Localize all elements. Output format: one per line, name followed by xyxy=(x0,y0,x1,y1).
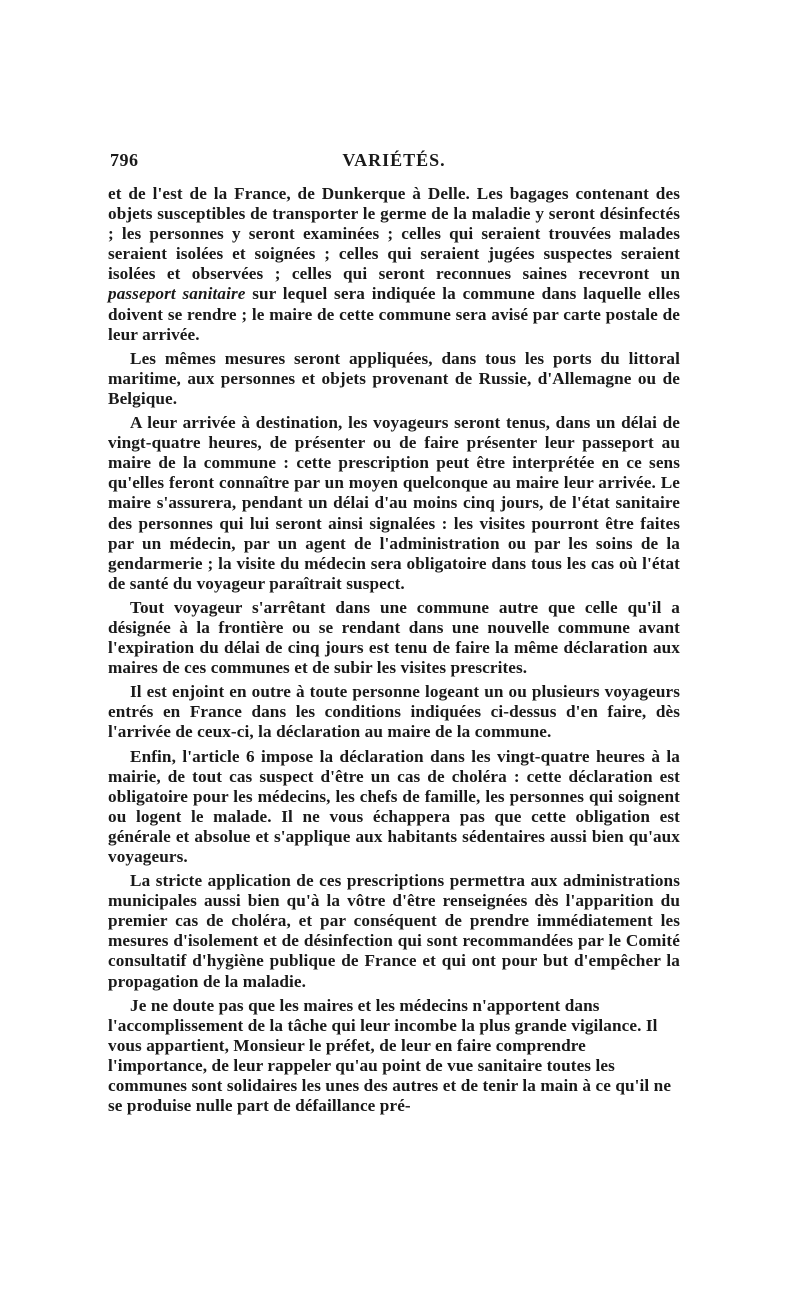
paragraph: A leur arrivée à destination, les voyageurs seront tenus, dans un délai de vingt-quatre heures, de présenter ou de faire présenter leur passeport au maire de la commune : cette prescription peut être interprétée en ce sens qu'elles feront connaître par un moyen quelconque au maire leur arrivée. Le maire s'assurera, pendant un délai d'au moins cinq jours, de l'état sanitaire des personnes qui lui seront ainsi signalées : les visites pourront être faites par un médecin, par un agent de l'administration ou par les soins de la gendarmerie ; la visite du médecin sera obligatoire dans tous les cas où l'état de santé du voyageur paraîtrait suspect. xyxy=(108,413,680,593)
running-head xyxy=(108,150,680,174)
paragraph: La stricte application de ces prescriptions permettra aux administrations municipales aussi bien qu'à la vôtre d'être renseignées dès l'apparition du premier cas de choléra, et par conséquent de prendre immédiatement les mesures d'isolement et de désinfection qui sont recommandées par le Comité consultatif d'hygiène publique de France et qui ont pour but d'empêcher la propagation de la maladie. xyxy=(108,871,680,991)
paragraph: Les mêmes mesures seront appliquées, dans tous les ports du littoral maritime, aux personnes et objets provenant de Russie, d'Allemagne ou de Belgique. xyxy=(108,348,680,408)
paragraph-continued xyxy=(108,184,680,345)
body-text xyxy=(108,184,680,1120)
section-title: VARIÉTÉS. xyxy=(342,150,446,170)
italic-term: passeport sanitaire xyxy=(108,284,246,304)
paragraph: Je ne doute pas que les maires et les médecins n'apportent dans l'accomplissement de la tâche qui leur incombe la plus grande vigilance. Il vous appartient, Monsieur le préfet, de leur en faire comprendre l'importance, de leur rappeler qu'au point de vue sanitaire toutes les communes sont solidaires les unes des autres et de tenir la main à ce qu'il ne se produise nulle part de défaillance pré- xyxy=(108,995,672,1116)
paragraph-text-part: sur lequel sera indiquée la commune dans laquelle elles doivent se rendre ; le maire de cette commune sera avisé par carte postale de leur arrivée. xyxy=(108,284,681,344)
paragraph: Enfin, l'article 6 impose la déclaration dans les vingt-quatre heures à la mairie, de tout cas suspect d'être un cas de choléra : cette déclaration est obligatoire pour les médecins, les chefs de famille, les personnes qui soignent ou logent le malade. Il ne vous échappera pas que cette obligation est générale et absolue et s'applique aux habitants sédentaires aussi bien qu'aux voyageurs. xyxy=(108,746,680,866)
paragraph: Il est enjoint en outre à toute personne logeant un ou plusieurs voyageurs entrés en France dans les conditions indiquées ci-dessus d'en faire, dès l'arrivée de ceux-ci, la déclaration au maire de la commune. xyxy=(108,682,680,742)
page-number: 796 xyxy=(110,150,139,170)
paragraph: Tout voyageur s'arrêtant dans une commune autre que celle qu'il a désignée à la frontière ou se rendant dans une nouvelle commune avant l'expiration du délai de cinq jours est tenu de faire la même déclaration aux maires de ces communes et de subir les visites prescrites. xyxy=(108,597,680,678)
paragraph-text-part: et de l'est de la France, de Dunkerque à Delle. Les bagages contenant des objets susceptibles de transporter le germe de la maladie y seront désinfectés ; les personnes y seront examinées ; celles qui seraient trouvées malades seraient isolées et soignées ; celles qui seraient jugées suspectes seraient isolées et observées ; celles qui seront reconnues saines recevront un xyxy=(108,184,680,284)
